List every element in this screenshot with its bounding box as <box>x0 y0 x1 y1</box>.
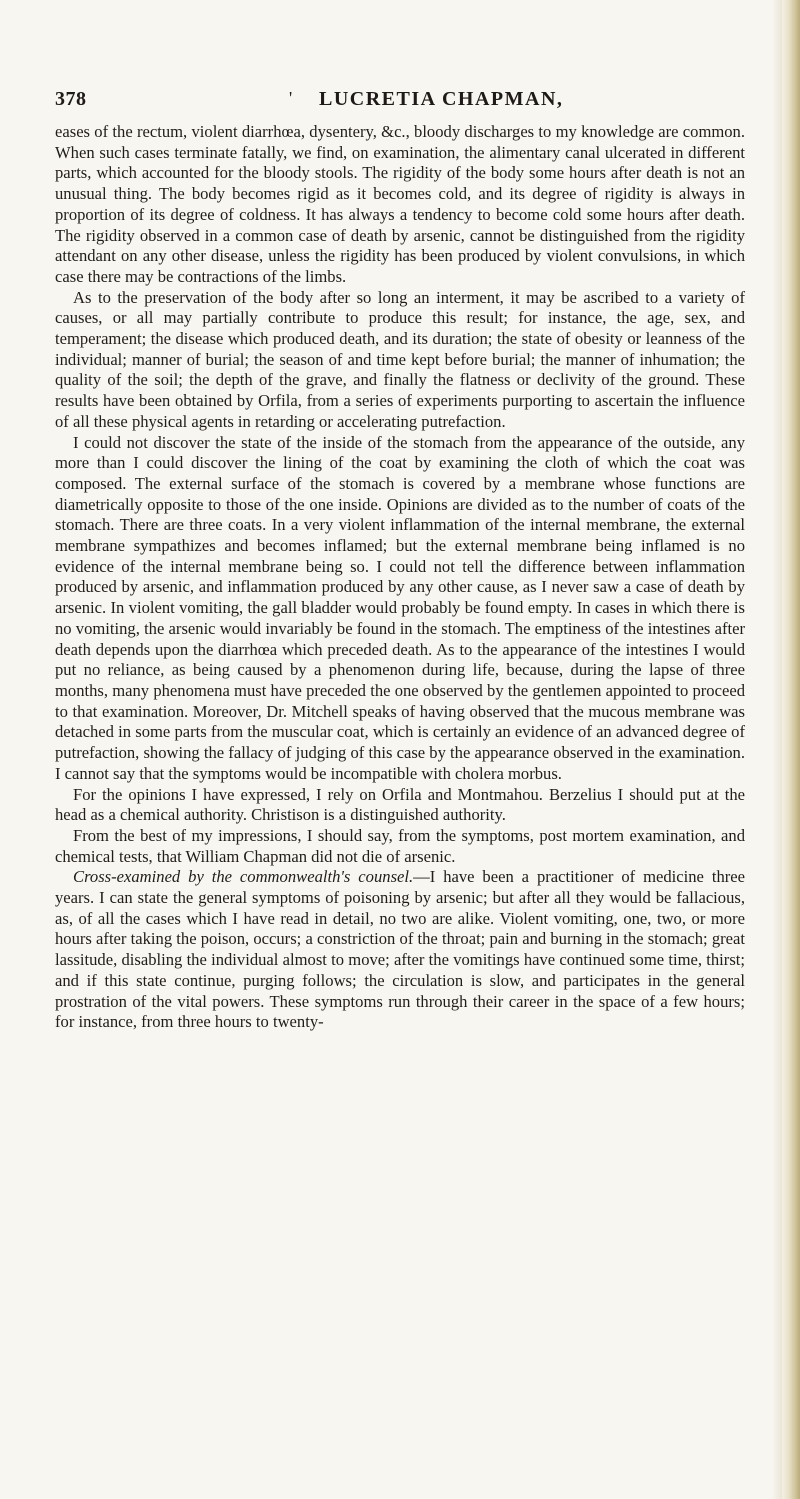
page-number: 378 <box>55 88 87 110</box>
page-body <box>55 122 745 1033</box>
paragraph <box>55 867 745 1033</box>
paragraph: For the opinions I have expressed, I rely on Orfila and Montmahou. Berzelius I should put at the head as a chemical authority. Christison is a distinguished authority. <box>55 784 745 825</box>
header-mark: ' <box>289 88 293 108</box>
running-title: LUCRETIA CHAPMAN, <box>319 88 564 110</box>
page-binding-edge <box>782 0 800 1499</box>
paragraph-text: —I have been a practitioner of medicine three years. I can state the general symptoms of poisoning by arsenic; but after all they would be fallacious, as, of all the cases which I have read in detail, no two are alike. Violent vomiting, one, two, or more hours after taking the poison, occurs; a constriction of the throat; pain and burning in the stomach; great lassitude, disabling the individual almost to move; after the vomitings have continued some time, thirst; and if this state continue, purging follows; the circulation is slow, and participates in the general prostration of the vital powers. These symptoms run through their career in the space of a few hours; for instance, from three hours to twenty- <box>55 867 745 1032</box>
cross-examination-lead: Cross-examined by the commonwealth's counsel. <box>73 867 414 887</box>
binding-shadow <box>772 0 782 1499</box>
paragraph: From the best of my impressions, I should say, from the symptoms, post mortem examination, and chemical tests, that William Chapman did not die of arsenic. <box>55 825 745 866</box>
paragraph: I could not discover the state of the inside of the stomach from the appearance of the outside, any more than I could discover the lining of the coat by examining the cloth of which the coat was composed. The external surface of the stomach is covered by a membrane whose functions are diametrically opposite to those of the one inside. Opinions are divided as to the number of coats of the stomach. There are three coats. In a very violent inflammation of the internal membrane, the external membrane sympathizes and becomes inflamed; but the external membrane being inflamed is no evidence of the internal membrane being so. I could not tell the difference between inflammation produced by arsenic, and inflammation produced by any other cause, as I never saw a case of death by arsenic. In violent vomiting, the gall bladder would probably be found empty. In cases in which there is no vomiting, the arsenic would invariably be found in the stomach. The emptiness of the intestines after death depends upon the diarrhœa which preceded death. As to the appearance of the intestines I would put no reliance, as being caused by a phenomenon during life, because, during the lapse of three months, many phenomena must have preceded the one observed by the gentlemen appointed to proceed to that examination. Moreover, Dr. Mitchell speaks of having observed that the mucous membrane was detached in some parts from the muscular coat, which is certainly an evidence of an advanced degree of putrefaction, showing the fallacy of judging of this case by the appearance observed in the examination. I cannot say that the symptoms would be incompatible with cholera morbus. <box>55 432 745 783</box>
page-header <box>55 88 745 114</box>
paragraph: eases of the rectum, violent diarrhœa, dysentery, &c., bloody discharges to my knowledge are common. When such cases terminate fatally, we find, on examination, the alimentary canal ulcerated in different parts, which accounted for the bloody stools. The rigidity of the body some hours after death is not an unusual thing. The body becomes rigid as it becomes cold, and its degree of rigidity is always in proportion of its degree of coldness. It has always a tendency to become cold some hours after death. The rigidity observed in a common case of death by arsenic, cannot be distinguished from the rigidity attendant on any other disease, unless the rigidity has been produced by violent convulsions, in which case there may be contractions of the limbs. <box>55 122 745 286</box>
paragraph: As to the preservation of the body after so long an interment, it may be ascribed to a variety of causes, or all may partially contribute to produce this result; for instance, the age, sex, and temperament; the disease which produced death, and its duration; the state of obesity or leanness of the individual; manner of burial; the season of and time kept before burial; the manner of inhumation; the quality of the soil; the depth of the grave, and finally the flatness or declivity of the ground. These results have been obtained by Orfila, from a series of experiments purporting to ascertain the influence of all these physical agents in retarding or accelerating putrefaction. <box>55 287 745 431</box>
